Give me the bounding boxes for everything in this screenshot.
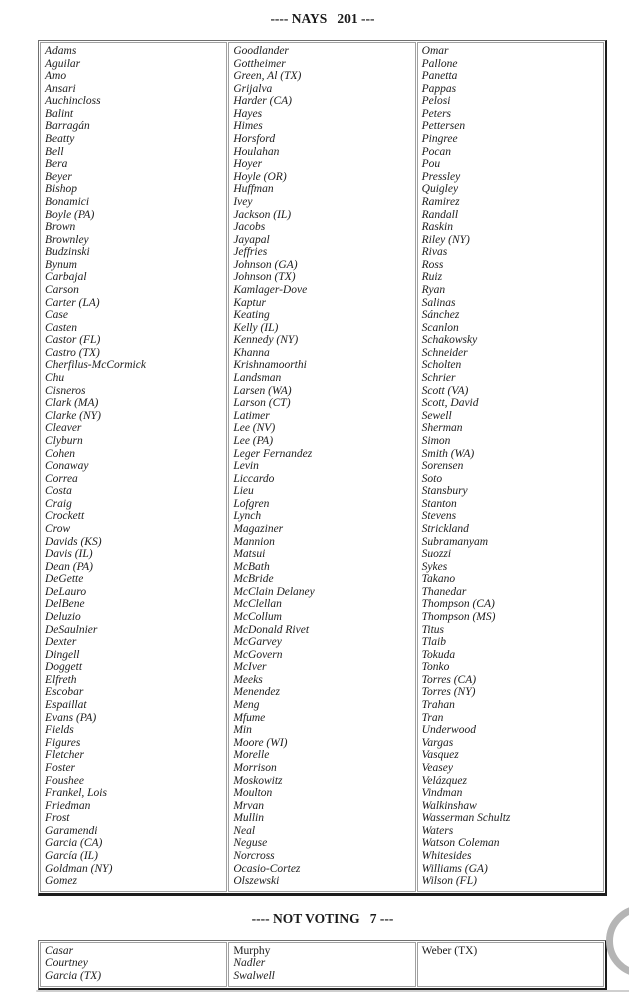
member-name: Whitesides bbox=[421, 850, 472, 862]
member-name: Pettersen bbox=[421, 120, 466, 133]
member-name: Figures bbox=[45, 736, 81, 749]
member-name: Carter (LA) bbox=[45, 296, 100, 309]
member-name: Doggett bbox=[45, 661, 83, 674]
member-name: Frankel, Lois bbox=[45, 787, 107, 800]
member-name: Pressley bbox=[421, 170, 461, 183]
member-name: Panetta bbox=[421, 70, 458, 83]
member-name: Crow bbox=[45, 522, 71, 535]
member-name: Kennedy (NY) bbox=[233, 334, 299, 347]
member-name: Stanton bbox=[421, 497, 457, 510]
member-name: Courtney bbox=[45, 957, 88, 970]
member-name: Neal bbox=[233, 824, 256, 837]
member-name: Swalwell bbox=[233, 969, 275, 982]
nays-table bbox=[38, 40, 607, 896]
member-name: Lieu bbox=[233, 485, 254, 498]
member-name: Cisneros bbox=[45, 384, 86, 397]
member-name: Larsen (WA) bbox=[233, 384, 292, 397]
member-name: Amo bbox=[45, 70, 67, 83]
member-name: DeGette bbox=[45, 573, 84, 586]
member-name: Cherfilus-McCormick bbox=[45, 359, 146, 372]
member-name: Soto bbox=[421, 472, 443, 485]
member-name: Garcia (CA) bbox=[45, 837, 103, 850]
member-name: Beyer bbox=[45, 170, 72, 183]
member-name: Menendez bbox=[233, 686, 280, 699]
member-name: Weber (TX) bbox=[421, 944, 478, 957]
member-name: Lee (NV) bbox=[233, 422, 276, 435]
member-name: Peters bbox=[421, 107, 452, 120]
member-name: McBath bbox=[233, 560, 270, 573]
member-name: Friedman bbox=[45, 799, 91, 812]
member-name: Trahan bbox=[421, 699, 455, 712]
member-name: Raskin bbox=[421, 221, 453, 234]
member-name: Costa bbox=[45, 485, 72, 498]
member-name: Clyburn bbox=[45, 434, 83, 447]
member-name: Waters bbox=[421, 824, 454, 837]
member-name: Houlahan bbox=[233, 145, 280, 158]
member-name: Grijalva bbox=[233, 82, 273, 95]
member-name: Bera bbox=[45, 158, 68, 171]
member-name: Meeks bbox=[233, 673, 263, 686]
member-name: Espaillat bbox=[45, 699, 87, 712]
member-name: Larson (CT) bbox=[233, 397, 291, 410]
nays-section-title: ---- NAYS 201 --- bbox=[270, 11, 375, 26]
member-name: Mfume bbox=[233, 711, 266, 724]
member-name: Suozzi bbox=[421, 548, 452, 561]
member-name: Clark (MA) bbox=[45, 397, 99, 410]
member-name: Scanlon bbox=[421, 321, 459, 334]
member-name: Johnson (TX) bbox=[233, 271, 296, 284]
member-name: Boyle (PA) bbox=[45, 208, 95, 221]
member-name: Williams (GA) bbox=[421, 862, 488, 875]
member-name: McGarvey bbox=[233, 636, 282, 649]
member-name: Velázquez bbox=[421, 774, 468, 787]
member-name: Schakowsky bbox=[421, 334, 478, 347]
member-name: Foster bbox=[45, 761, 76, 774]
member-name: Torres (NY) bbox=[421, 686, 476, 699]
member-name: Thompson (MS) bbox=[421, 611, 496, 624]
member-name: Gottheimer bbox=[233, 57, 286, 70]
member-name: Casar bbox=[45, 944, 74, 957]
member-name: Bell bbox=[45, 145, 64, 158]
member-name: McGovern bbox=[233, 648, 283, 661]
member-name: Moskowitz bbox=[233, 774, 283, 787]
member-name: Deluzio bbox=[45, 611, 81, 624]
member-name: McCollum bbox=[233, 611, 282, 624]
member-name: Pocan bbox=[421, 145, 452, 158]
member-name: Carbajal bbox=[45, 271, 87, 284]
member-name: Jacobs bbox=[233, 221, 266, 234]
member-name: Balint bbox=[45, 107, 74, 120]
member-name: Keating bbox=[233, 309, 270, 322]
member-name: Randall bbox=[421, 208, 459, 221]
member-name: Brownley bbox=[45, 233, 89, 246]
member-name: Tran bbox=[421, 711, 444, 724]
member-name: Lee (PA) bbox=[233, 434, 274, 447]
member-name: Levin bbox=[233, 460, 259, 473]
member-name: Titus bbox=[421, 623, 445, 636]
member-name: Kelly (IL) bbox=[233, 321, 279, 334]
member-name: Wasserman Schultz bbox=[421, 812, 511, 825]
member-name: Budzinski bbox=[45, 246, 90, 259]
member-name: Schrier bbox=[421, 372, 456, 385]
member-name: Frost bbox=[45, 812, 70, 825]
member-name: Scott, David bbox=[421, 397, 479, 410]
member-name: DelBene bbox=[45, 598, 85, 611]
member-name: Sorensen bbox=[421, 460, 464, 473]
not-voting-column-3 bbox=[417, 942, 604, 987]
member-name: Liccardo bbox=[233, 472, 275, 485]
member-name: Auchincloss bbox=[45, 95, 101, 108]
member-name: Wilson (FL) bbox=[421, 875, 477, 888]
member-name: Morrison bbox=[233, 761, 277, 774]
member-name: Quigley bbox=[421, 183, 459, 196]
member-name: Landsman bbox=[233, 372, 282, 385]
member-name: Johnson (GA) bbox=[233, 258, 298, 271]
member-name: Bishop bbox=[45, 183, 77, 196]
member-name: Garamendi bbox=[45, 824, 98, 837]
member-name: Stansbury bbox=[421, 485, 468, 498]
member-name: Torres (CA) bbox=[421, 673, 477, 686]
member-name: Strickland bbox=[421, 522, 469, 535]
member-name: Morelle bbox=[233, 749, 270, 762]
not-voting-column-1 bbox=[40, 942, 227, 987]
not-voting-column-2 bbox=[228, 942, 415, 987]
member-name: Latimer bbox=[233, 409, 270, 422]
member-name: Magaziner bbox=[233, 522, 284, 535]
member-name: Conaway bbox=[45, 460, 89, 473]
member-name: Cohen bbox=[45, 447, 76, 460]
member-name: Leger Fernandez bbox=[233, 447, 313, 460]
member-name: Casten bbox=[45, 321, 77, 334]
member-name: Ivey bbox=[233, 195, 253, 208]
not-voting-section-title: ---- NOT VOTING 7 --- bbox=[251, 910, 394, 926]
member-name: Jeffries bbox=[233, 246, 268, 259]
member-name: Hoyer bbox=[233, 158, 263, 171]
member-name: Bynum bbox=[45, 258, 77, 271]
member-name: Crockett bbox=[45, 510, 85, 523]
member-name: Correa bbox=[45, 472, 78, 485]
member-name: Pou bbox=[421, 158, 441, 171]
member-name: Nadler bbox=[233, 957, 266, 970]
member-name: Dean (PA) bbox=[45, 560, 94, 573]
member-name: Beatty bbox=[45, 133, 75, 146]
member-name: Vargas bbox=[421, 736, 454, 749]
member-name: Moore (WI) bbox=[233, 736, 288, 749]
member-name: Castro (TX) bbox=[45, 346, 100, 359]
member-name: Green, Al (TX) bbox=[233, 70, 302, 83]
member-name: Goodlander bbox=[233, 45, 289, 57]
member-name: Castor (FL) bbox=[45, 334, 101, 347]
member-name: Chu bbox=[45, 372, 65, 385]
member-name: Khanna bbox=[233, 346, 270, 359]
member-name: Walkinshaw bbox=[421, 799, 477, 812]
member-name: Meng bbox=[233, 699, 260, 712]
floating-circle-button[interactable] bbox=[606, 905, 629, 977]
member-name: Watson Coleman bbox=[421, 837, 500, 850]
member-name: Bonamici bbox=[45, 195, 90, 208]
member-name: Sykes bbox=[421, 560, 448, 573]
member-name: Pingree bbox=[421, 133, 458, 146]
member-name: Omar bbox=[421, 45, 449, 57]
member-name: Murphy bbox=[233, 944, 271, 957]
member-name: Ansari bbox=[45, 82, 76, 95]
member-name: Foushee bbox=[45, 774, 84, 787]
member-name: DeLauro bbox=[45, 585, 87, 598]
not-voting-table bbox=[38, 940, 607, 991]
member-name: Tonko bbox=[421, 661, 450, 674]
member-name: Kaptur bbox=[233, 296, 266, 309]
member-name: McDonald Rivet bbox=[233, 623, 310, 636]
member-name: Rivas bbox=[421, 246, 448, 259]
member-name: Jayapal bbox=[233, 233, 270, 246]
nays-column-1 bbox=[40, 42, 227, 892]
member-name: Ruiz bbox=[421, 271, 443, 284]
member-name: Carson bbox=[45, 283, 79, 296]
member-name: Jackson (IL) bbox=[233, 208, 292, 221]
member-name: Mannion bbox=[233, 535, 275, 548]
member-name: Case bbox=[45, 309, 68, 322]
member-name: McBride bbox=[233, 573, 274, 586]
member-name: Fletcher bbox=[45, 749, 84, 762]
member-name: Krishnamoorthi bbox=[233, 359, 307, 372]
member-name: Mrvan bbox=[233, 799, 264, 812]
member-name: McClain Delaney bbox=[233, 585, 315, 598]
member-name: Salinas bbox=[421, 296, 456, 309]
bottom-divider bbox=[36, 990, 629, 992]
member-name: Sewell bbox=[421, 409, 452, 422]
member-name: Himes bbox=[233, 120, 263, 133]
member-name: Sánchez bbox=[421, 309, 460, 322]
member-name: Lofgren bbox=[233, 497, 270, 510]
member-name: Cleaver bbox=[45, 422, 82, 435]
member-name: Underwood bbox=[421, 724, 476, 737]
member-name: Davis (IL) bbox=[45, 548, 93, 561]
member-name: Ryan bbox=[421, 283, 446, 296]
member-name: Tlaib bbox=[421, 636, 446, 649]
member-name: Craig bbox=[45, 497, 72, 510]
member-name: Huffman bbox=[233, 183, 274, 196]
member-name: Ramirez bbox=[421, 195, 460, 208]
member-name: McIver bbox=[233, 661, 267, 674]
member-name: Pappas bbox=[421, 82, 457, 95]
member-name: Scott (VA) bbox=[421, 384, 469, 397]
member-name: Takano bbox=[421, 573, 456, 586]
member-name: DeSaulnier bbox=[45, 623, 98, 636]
member-name: Dingell bbox=[45, 648, 80, 661]
member-name: Hoyle (OR) bbox=[233, 170, 287, 183]
member-name: Smith (WA) bbox=[421, 447, 475, 460]
member-name: Matsui bbox=[233, 548, 266, 561]
member-name: Brown bbox=[45, 221, 76, 234]
member-name: Kamlager-Dove bbox=[233, 283, 308, 296]
member-name: Lynch bbox=[233, 510, 262, 523]
member-name: Riley (NY) bbox=[421, 233, 470, 246]
member-name: Norcross bbox=[233, 850, 275, 862]
member-name: Vasquez bbox=[421, 749, 459, 762]
member-name: Sherman bbox=[421, 422, 463, 435]
member-name: Escobar bbox=[45, 686, 84, 699]
member-name: Adams bbox=[45, 45, 77, 57]
member-name: Ocasio-Cortez bbox=[233, 862, 301, 875]
member-name: Clarke (NY) bbox=[45, 409, 101, 422]
member-name: Simon bbox=[421, 434, 451, 447]
member-name: Horsford bbox=[233, 133, 276, 146]
member-name: Pelosi bbox=[421, 95, 451, 108]
member-name: Pallone bbox=[421, 57, 458, 70]
member-name: Gomez bbox=[45, 875, 77, 888]
member-name: Fields bbox=[45, 724, 74, 737]
member-name: Elfreth bbox=[45, 673, 77, 686]
member-name: Min bbox=[233, 724, 252, 737]
member-name: Subramanyam bbox=[421, 535, 489, 548]
nays-column-3 bbox=[417, 42, 604, 892]
member-name: Aguilar bbox=[45, 57, 81, 70]
member-name: McClellan bbox=[233, 598, 282, 611]
member-name: García (IL) bbox=[45, 850, 98, 862]
member-name: Moulton bbox=[233, 787, 273, 800]
member-name: Olszewski bbox=[233, 875, 280, 888]
member-name: Evans (PA) bbox=[45, 711, 97, 724]
member-name: Garcia (TX) bbox=[45, 969, 102, 982]
member-name: Thanedar bbox=[421, 585, 467, 598]
member-name: Dexter bbox=[45, 636, 77, 649]
member-name: Barragán bbox=[45, 120, 90, 133]
member-name: Schneider bbox=[421, 346, 468, 359]
member-name: Davids (KS) bbox=[45, 535, 102, 548]
member-name: Hayes bbox=[233, 107, 263, 120]
member-name: Goldman (NY) bbox=[45, 862, 113, 875]
member-name: Veasey bbox=[421, 761, 453, 774]
nays-column-2 bbox=[228, 42, 415, 892]
member-name: Ross bbox=[421, 258, 444, 271]
member-name: Harder (CA) bbox=[233, 95, 292, 108]
member-name: Stevens bbox=[421, 510, 457, 523]
member-name: Mullin bbox=[233, 812, 264, 825]
member-name: Vindman bbox=[421, 787, 463, 800]
member-name: Thompson (CA) bbox=[421, 598, 495, 611]
member-name: Tokuda bbox=[421, 648, 456, 661]
member-name: Scholten bbox=[421, 359, 462, 372]
member-name: Neguse bbox=[233, 837, 268, 850]
